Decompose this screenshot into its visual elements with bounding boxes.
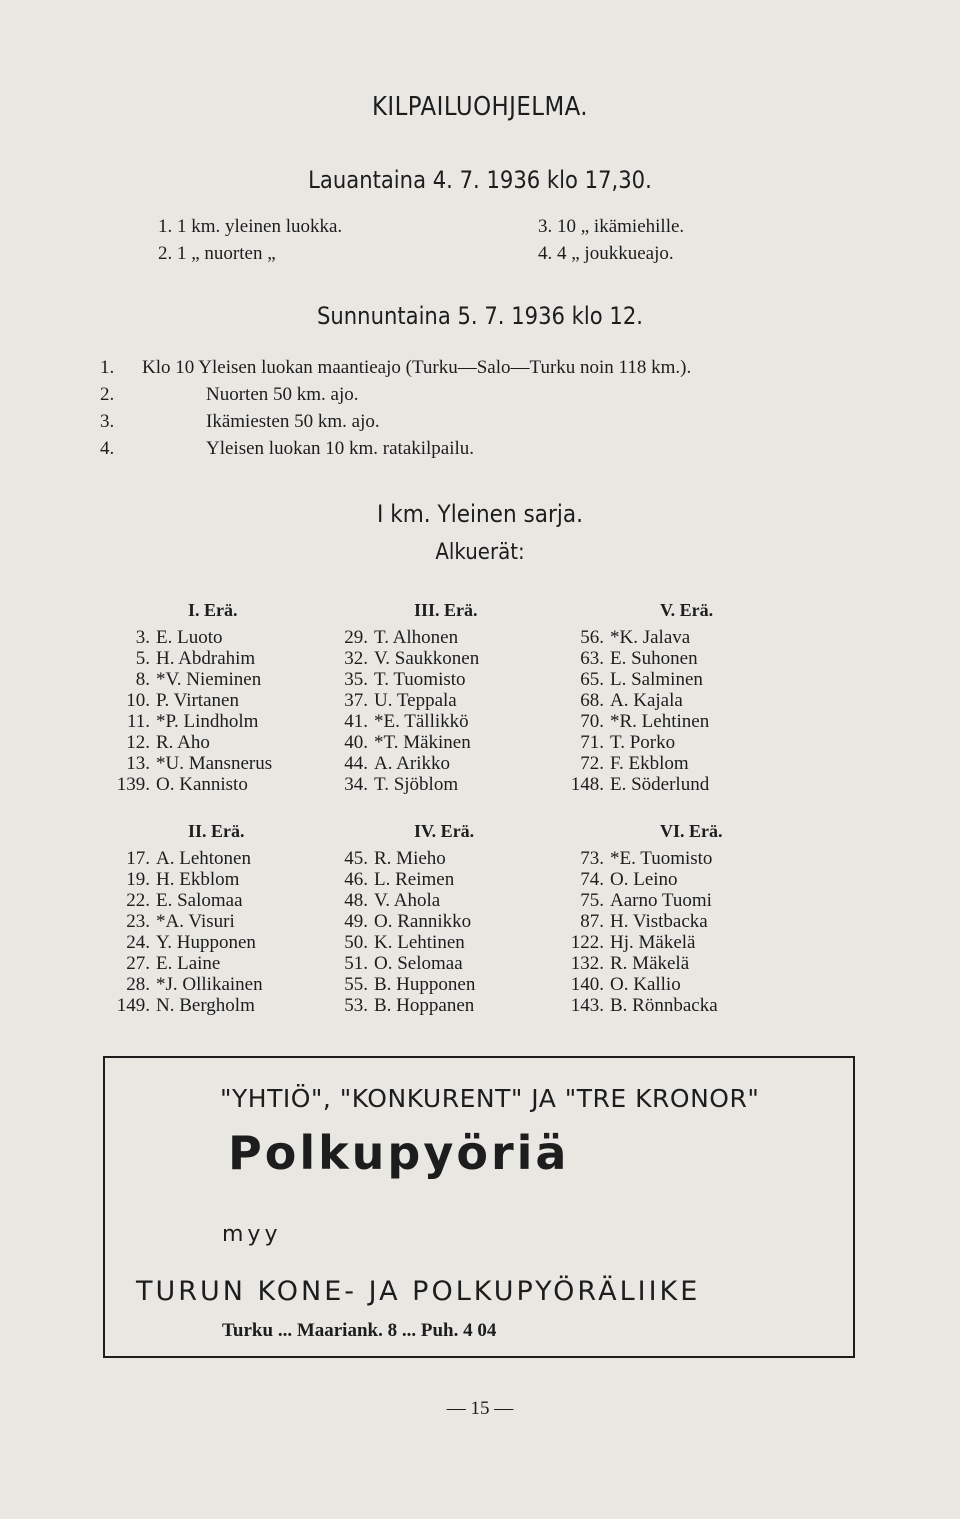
table-row: 122. Hj. Mäkelä: [570, 932, 696, 953]
saturday-item: 3. 10 „ ikämiehille.: [538, 216, 685, 237]
table-row: 73. *E. Tuomisto: [580, 848, 713, 869]
table-row: 41. *E. Tällikkö: [344, 711, 469, 732]
table-row: 5. H. Abdrahim: [135, 648, 256, 669]
heat-column: [106, 821, 263, 1016]
heat-column: [560, 600, 713, 795]
ad-sells: myy: [222, 1222, 282, 1247]
table-row: 19. H. Ekblom: [126, 869, 240, 890]
table-row: 55. B. Hupponen: [344, 974, 476, 995]
table-row: 139. O. Kannisto: [116, 774, 248, 795]
table-row: 48. V. Ahola: [344, 890, 441, 911]
table-row: 46. L. Reimen: [344, 869, 455, 890]
table-row: 71. T. Porko: [580, 732, 676, 753]
heat-title: II. Erä.: [188, 821, 245, 841]
sunday-heading: Sunnuntaina 5. 7. 1936 klo 12.: [317, 302, 643, 330]
table-row: 28. *J. Ollikainen: [126, 974, 263, 995]
table-row: 40. *T. Mäkinen: [344, 732, 471, 753]
table-row: 29. T. Alhonen: [344, 627, 459, 648]
saturday-item: 1. 1 km. yleinen luokka.: [158, 216, 343, 237]
table-row: 11. *P. Lindholm: [126, 711, 259, 732]
table-row: 56. *K. Jalava: [580, 627, 691, 648]
heat-title: VI. Erä.: [660, 821, 723, 841]
table-row: 140. O. Kallio: [570, 974, 681, 995]
heat-column: [324, 600, 479, 795]
table-row: 143. B. Rönnbacka: [570, 995, 718, 1016]
saturday-item: 4. 4 „ joukkueajo.: [538, 243, 674, 264]
table-row: 34. T. Sjöblom: [344, 774, 459, 795]
table-row: 13. *U. Mansnerus: [126, 753, 273, 774]
table-row: 49. O. Rannikko: [344, 911, 472, 932]
table-row: 32. V. Saukkonen: [344, 648, 480, 669]
table-row: 17. A. Lehtonen: [126, 848, 251, 869]
table-row: 74. O. Leino: [580, 869, 678, 890]
table-row: 27. E. Laine: [126, 953, 221, 974]
table-row: 65. L. Salminen: [580, 669, 703, 690]
ad-address: Turku ... Maariank. 8 ... Puh. 4 04: [222, 1320, 497, 1341]
table-row: 22. E. Salomaa: [126, 890, 243, 911]
ad-shop-name: TURUN KONE- JA POLKUPYÖRÄLIIKE: [136, 1276, 701, 1307]
ad-brands: "YHTIÖ", "KONKURENT" JA "TRE KRONOR": [220, 1084, 760, 1113]
table-row: 70. *R. Lehtinen: [580, 711, 710, 732]
series-title: I km. Yleinen sarja.: [376, 500, 584, 528]
heats-title: Alkuerät:: [435, 540, 525, 565]
table-row: 24. Y. Hupponen: [126, 932, 256, 953]
table-row: 50. K. Lehtinen: [344, 932, 465, 953]
table-row: 8. *V. Nieminen: [135, 669, 262, 690]
table-row: 149. N. Bergholm: [116, 995, 255, 1016]
heat-title: V. Erä.: [660, 600, 714, 620]
heat-column: [560, 821, 723, 1016]
page-number: — 15 —: [446, 1398, 514, 1419]
heat-title: III. Erä.: [414, 600, 478, 620]
table-row: 51. O. Selomaa: [344, 953, 463, 974]
table-row: 53. B. Hoppanen: [344, 995, 475, 1016]
table-row: 35. T. Tuomisto: [344, 669, 466, 690]
table-row: 132. R. Mäkelä: [570, 953, 690, 974]
ad-product: Polkupyöriä: [228, 1126, 570, 1180]
heat-column: [106, 600, 272, 795]
heat-column: [324, 821, 475, 1016]
heat-title: IV. Erä.: [414, 821, 475, 841]
table-row: 37. U. Teppala: [344, 690, 457, 711]
table-row: 148. E. Söderlund: [570, 774, 710, 795]
page-title: KILPAILUOHJELMA.: [371, 92, 589, 122]
table-row: 3. E. Luoto: [135, 627, 223, 648]
table-row: 75. Aarno Tuomi: [580, 890, 712, 911]
table-row: 12. R. Aho: [126, 732, 210, 753]
saturday-item: 2. 1 „ nuorten „: [158, 243, 276, 264]
table-row: 63. E. Suhonen: [580, 648, 698, 669]
table-row: 45. R. Mieho: [344, 848, 446, 869]
table-row: 68. A. Kajala: [580, 690, 683, 711]
table-row: 87. H. Vistbacka: [580, 911, 708, 932]
table-row: 23. *A. Visuri: [126, 911, 235, 932]
table-row: 44. A. Arikko: [344, 753, 450, 774]
table-row: 10. P. Virtanen: [126, 690, 239, 711]
table-row: 72. F. Ekblom: [580, 753, 689, 774]
heat-title: I. Erä.: [188, 600, 238, 620]
saturday-heading: Lauantaina 4. 7. 1936 klo 17,30.: [308, 166, 652, 194]
